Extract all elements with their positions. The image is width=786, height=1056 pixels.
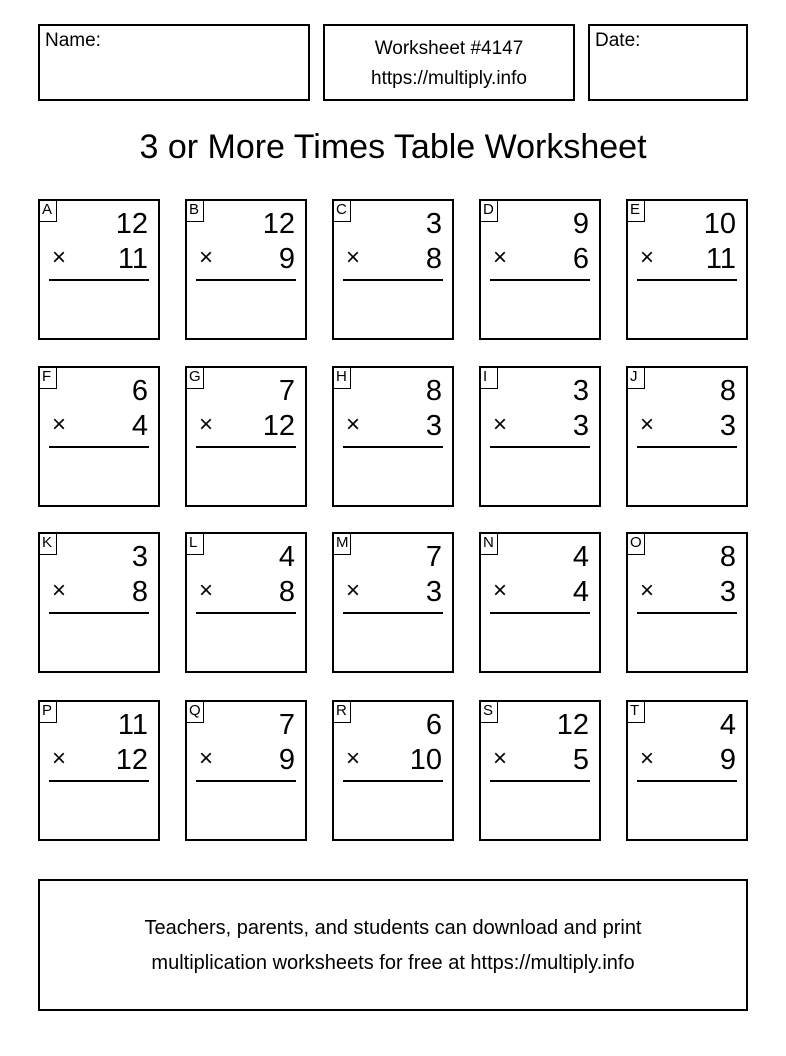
problem-card <box>332 700 454 841</box>
multiplicand: 8 <box>719 375 736 407</box>
problem-letter: M <box>332 532 351 555</box>
problem-card <box>38 366 160 507</box>
multiply-sign-icon: × <box>199 244 214 271</box>
multiplicand: 12 <box>262 208 295 240</box>
multiplier: 12 <box>262 410 295 442</box>
answer-line <box>343 612 443 614</box>
answer-line <box>637 612 737 614</box>
problem-letter: K <box>38 532 57 555</box>
multiply-sign-icon: × <box>52 577 67 604</box>
answer-line <box>49 446 149 448</box>
problem-letter: C <box>332 199 351 222</box>
multiplier: 11 <box>117 243 148 275</box>
problem-letter: P <box>38 700 57 723</box>
multiplier: 3 <box>719 576 736 608</box>
multiplier: 11 <box>705 243 736 275</box>
answer-line <box>637 446 737 448</box>
answer-line <box>196 446 296 448</box>
multiplicand: 6 <box>425 709 442 741</box>
multiplicand: 11 <box>117 709 148 741</box>
multiplicand: 7 <box>278 709 295 741</box>
multiplier: 3 <box>425 576 442 608</box>
problem-card <box>626 199 748 340</box>
multiply-sign-icon: × <box>640 244 655 271</box>
multiplicand: 4 <box>719 709 736 741</box>
answer-line <box>343 279 443 281</box>
problem-card <box>626 366 748 507</box>
multiply-sign-icon: × <box>346 577 361 604</box>
problem-card <box>185 366 307 507</box>
multiplier: 3 <box>719 410 736 442</box>
problem-letter: E <box>626 199 645 222</box>
answer-line <box>343 780 443 782</box>
multiplier: 9 <box>278 744 295 776</box>
multiply-sign-icon: × <box>346 745 361 772</box>
problem-card <box>38 199 160 340</box>
multiplier: 10 <box>409 744 442 776</box>
page-title: 3 or More Times Table Worksheet <box>139 128 647 166</box>
problem-letter: D <box>479 199 498 222</box>
problem-letter: O <box>626 532 645 555</box>
answer-line <box>196 780 296 782</box>
problem-card <box>332 366 454 507</box>
problem-letter: Q <box>185 700 204 723</box>
answer-line <box>490 446 590 448</box>
problem-card <box>38 700 160 841</box>
multiplicand: 8 <box>719 541 736 573</box>
multiplicand: 6 <box>131 375 148 407</box>
multiply-sign-icon: × <box>52 244 67 271</box>
answer-line <box>196 612 296 614</box>
answer-line <box>490 612 590 614</box>
problem-letter: S <box>479 700 498 723</box>
multiplier: 5 <box>572 744 589 776</box>
problem-card <box>185 700 307 841</box>
multiplicand: 10 <box>703 208 736 240</box>
problem-letter: I <box>479 366 498 389</box>
problem-card <box>38 532 160 673</box>
problem-card <box>479 199 601 340</box>
multiplicand: 3 <box>572 375 589 407</box>
problem-letter: G <box>185 366 204 389</box>
date-label: Date: <box>595 30 641 51</box>
problem-card <box>185 199 307 340</box>
multiplier: 9 <box>719 744 736 776</box>
multiplicand: 7 <box>425 541 442 573</box>
worksheet-url: https://multiply.info <box>371 68 527 89</box>
problem-letter: L <box>185 532 204 555</box>
multiplier: 8 <box>425 243 442 275</box>
footer-text-line-1: Teachers, parents, and students can download and print <box>144 917 642 939</box>
multiplicand: 12 <box>556 709 589 741</box>
multiply-sign-icon: × <box>493 244 508 271</box>
multiplier: 4 <box>572 576 589 608</box>
answer-line <box>637 279 737 281</box>
problem-letter: A <box>38 199 57 222</box>
footer-text-line-2: multiplication worksheets for free at https://multiply.info <box>151 952 635 974</box>
problem-letter: B <box>185 199 204 222</box>
multiplicand: 4 <box>278 541 295 573</box>
multiplicand: 12 <box>115 208 148 240</box>
multiply-sign-icon: × <box>640 411 655 438</box>
multiply-sign-icon: × <box>52 411 67 438</box>
multiply-sign-icon: × <box>346 411 361 438</box>
multiplier: 6 <box>572 243 589 275</box>
multiplicand: 3 <box>131 541 148 573</box>
footer-box <box>38 879 748 1011</box>
multiply-sign-icon: × <box>493 411 508 438</box>
problem-card <box>479 366 601 507</box>
problem-letter: J <box>626 366 645 389</box>
problem-card <box>626 532 748 673</box>
problem-letter: H <box>332 366 351 389</box>
multiplicand: 7 <box>278 375 295 407</box>
problem-card <box>185 532 307 673</box>
problem-card <box>479 700 601 841</box>
multiply-sign-icon: × <box>640 745 655 772</box>
answer-line <box>343 446 443 448</box>
multiply-sign-icon: × <box>199 577 214 604</box>
answer-line <box>490 780 590 782</box>
problem-letter: R <box>332 700 351 723</box>
multiplier: 8 <box>278 576 295 608</box>
multiplicand: 3 <box>425 208 442 240</box>
problem-letter: T <box>626 700 645 723</box>
problem-card <box>626 700 748 841</box>
multiply-sign-icon: × <box>346 244 361 271</box>
multiply-sign-icon: × <box>52 745 67 772</box>
multiply-sign-icon: × <box>493 577 508 604</box>
multiplier: 4 <box>131 410 148 442</box>
multiplicand: 9 <box>572 208 589 240</box>
multiplier: 12 <box>115 744 148 776</box>
multiplier: 3 <box>572 410 589 442</box>
multiplicand: 4 <box>572 541 589 573</box>
multiplicand: 8 <box>425 375 442 407</box>
multiply-sign-icon: × <box>640 577 655 604</box>
multiply-sign-icon: × <box>493 745 508 772</box>
answer-line <box>49 612 149 614</box>
answer-line <box>196 279 296 281</box>
multiplier: 8 <box>131 576 148 608</box>
problem-letter: N <box>479 532 498 555</box>
multiply-sign-icon: × <box>199 411 214 438</box>
multiplier: 9 <box>278 243 295 275</box>
multiply-sign-icon: × <box>199 745 214 772</box>
worksheet-number: Worksheet #4147 <box>374 38 524 59</box>
problem-card <box>479 532 601 673</box>
problem-card <box>332 199 454 340</box>
name-label: Name: <box>45 30 101 51</box>
answer-line <box>49 780 149 782</box>
answer-line <box>49 279 149 281</box>
multiplier: 3 <box>425 410 442 442</box>
problem-card <box>332 532 454 673</box>
answer-line <box>490 279 590 281</box>
problem-letter: F <box>38 366 57 389</box>
answer-line <box>637 780 737 782</box>
